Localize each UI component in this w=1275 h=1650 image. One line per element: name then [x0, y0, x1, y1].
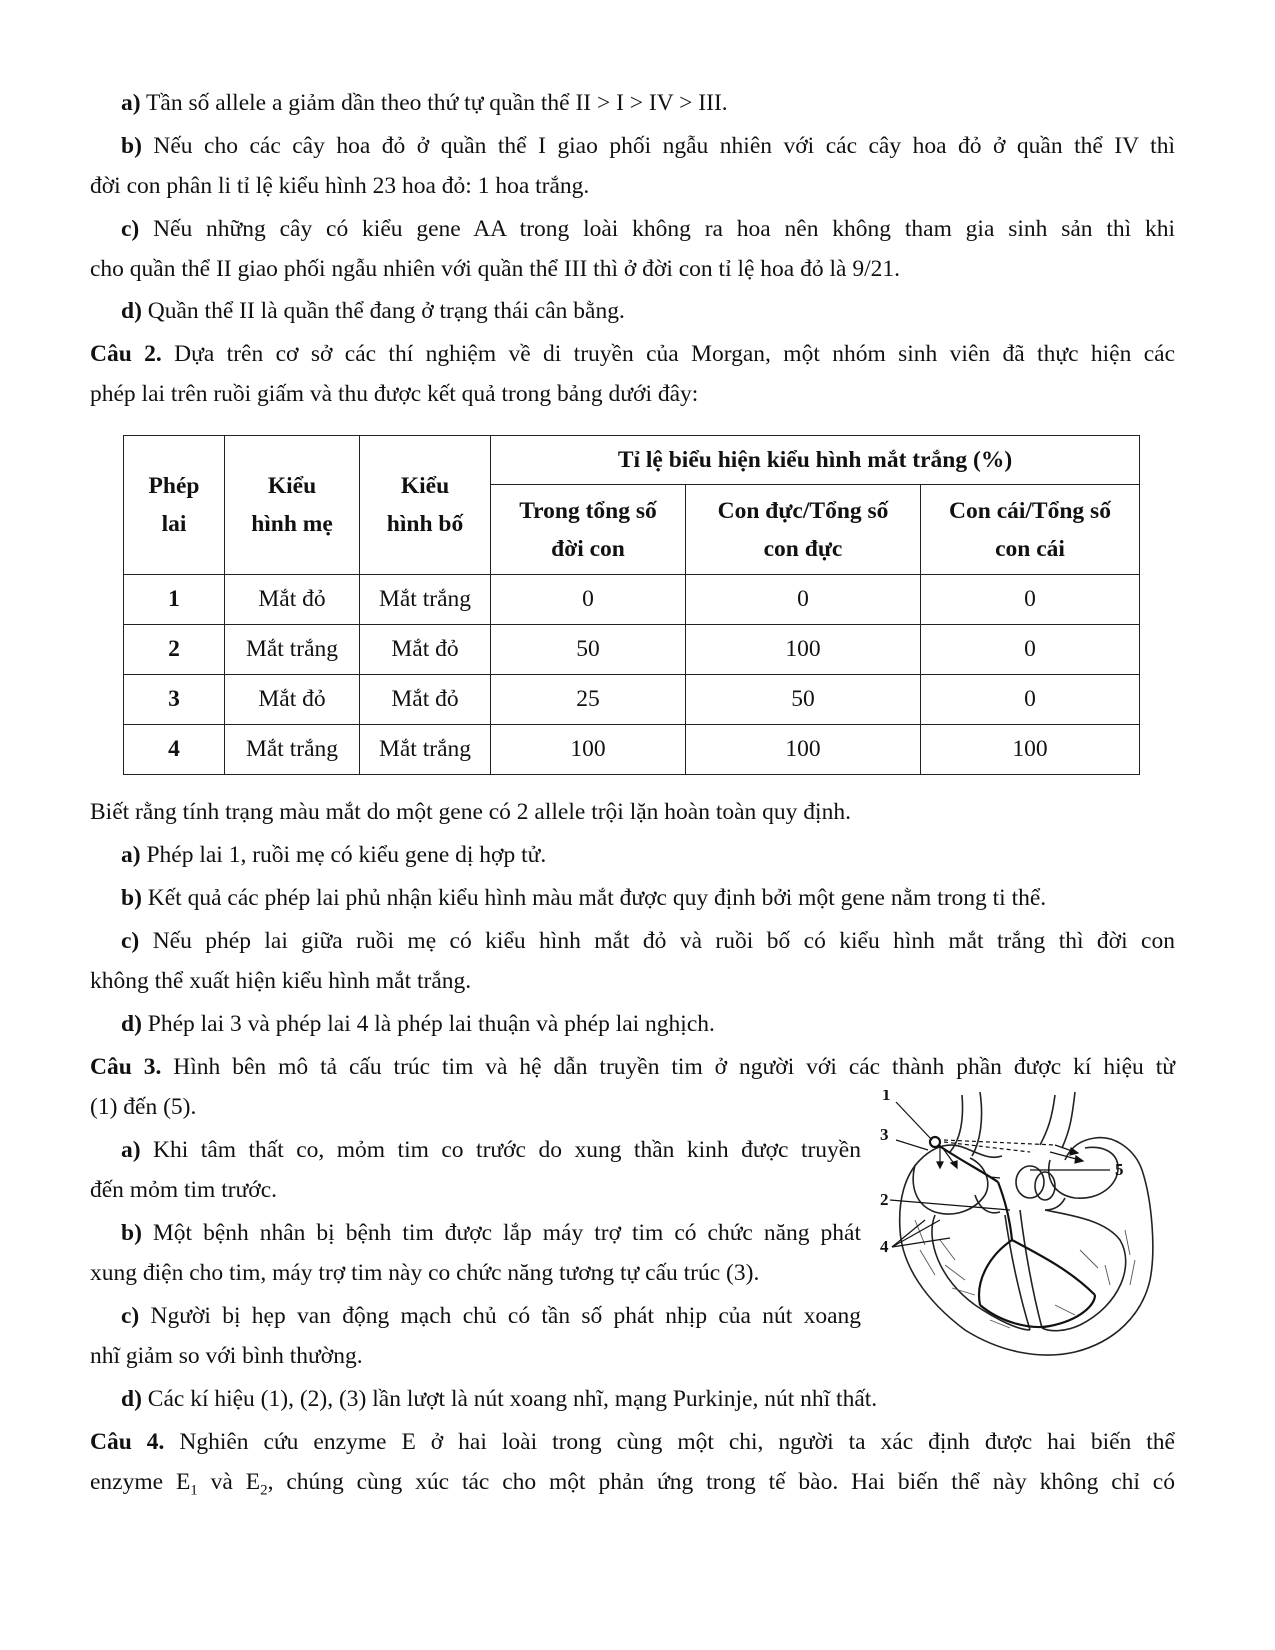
q2-option-b: b) Kết quả các phép lai phủ nhận kiểu hình màu mắt được quy định bởi một gene nằm trong ti thể. — [121, 885, 1047, 911]
q3-intro: Câu 3. Hình bên mô tả cấu trúc tim và hệ dẫn truyền tim ở người với các thành phần được kí hiệu từ — [90, 1054, 1175, 1080]
q1-option-d: d) Quần thể II là quần thể đang ở trạng thái cân bằng. — [121, 298, 625, 324]
figure-label-3: 3 — [880, 1125, 889, 1144]
header-mother: Kiểu hình mẹ — [225, 436, 360, 575]
cell-father: Mắt đỏ — [360, 625, 491, 675]
q3-option-a: a) Khi tâm thất co, mỏm tim co trước do xung thần kinh được truyền — [121, 1137, 861, 1163]
cell-female: 0 — [921, 575, 1140, 625]
cell-female: 0 — [921, 625, 1140, 675]
figure-label-5: 5 — [1115, 1160, 1124, 1179]
cell-male: 0 — [686, 575, 921, 625]
q2-note: Biết rằng tính trạng màu mắt do một gene có 2 allele trội lặn hoàn toàn quy định. — [90, 799, 851, 825]
cell-father: Mắt trắng — [360, 725, 491, 775]
q4-intro-cont: enzyme $E_1$ và $E_2$, chúng cùng xúc tác cho một phản ứng trong tế bào. Hai biến thể này không chỉ có — [90, 1469, 1175, 1499]
cell-total: 50 — [491, 625, 686, 675]
header-total: Trong tổng số đời con — [491, 485, 686, 575]
cell-cross: 1 — [124, 575, 225, 625]
q1-option-c-cont: cho quần thể II giao phối ngẫu nhiên với quần thể III thì ở đời con tỉ lệ hoa đỏ là 9/21. — [90, 256, 900, 282]
cell-total: 25 — [491, 675, 686, 725]
table-row — [124, 625, 1140, 675]
cell-total: 100 — [491, 725, 686, 775]
q2-intro: Câu 2. Dựa trên cơ sở các thí nghiệm về di truyền của Morgan, một nhóm sinh viên đã thực hiện các — [90, 341, 1175, 367]
cell-mother: Mắt đỏ — [225, 675, 360, 725]
q2-option-c-cont: không thể xuất hiện kiểu hình mắt trắng. — [90, 968, 472, 994]
q2-option-a: a) Phép lai 1, ruồi mẹ có kiểu gene dị hợp tử. — [121, 842, 547, 868]
table-row — [124, 575, 1140, 625]
cell-mother: Mắt trắng — [225, 625, 360, 675]
header-male: Con đực/Tổng số con đực — [686, 485, 921, 575]
label-leaders — [890, 1102, 1110, 1247]
q1-option-a: a) Tần số allele a giảm dần theo thứ tự quần thể II > I > IV > III. — [121, 90, 728, 116]
q3-option-c-cont: nhĩ giảm so với bình thường. — [90, 1343, 363, 1369]
q2-option-d: d) Phép lai 3 và phép lai 4 là phép lai thuận và phép lai nghịch. — [121, 1011, 715, 1037]
q3-option-c: c) Người bị hẹp van động mạch chủ có tần số phát nhịp của nút xoang — [121, 1303, 861, 1329]
table-row — [124, 725, 1140, 775]
figure-label-2: 2 — [880, 1190, 889, 1209]
heart-outline — [900, 1092, 1153, 1355]
figure-label-4: 4 — [880, 1237, 889, 1256]
header-white-eye-ratio: Tỉ lệ biểu hiện kiểu hình mắt trắng (%) — [491, 436, 1140, 485]
q3-option-d: d) Các kí hiệu (1), (2), (3) lần lượt là nút xoang nhĩ, mạng Purkinje, nút nhĩ thất. — [121, 1386, 878, 1412]
q2-intro-cont: phép lai trên ruồi giấm và thu được kết quả trong bảng dưới đây: — [90, 381, 699, 407]
header-female: Con cái/Tổng số con cái — [921, 485, 1140, 575]
cell-cross: 2 — [124, 625, 225, 675]
cell-cross: 3 — [124, 675, 225, 725]
header-cross: Phép lai — [124, 436, 225, 575]
q3-option-a-cont: đến mỏm tim trước. — [90, 1177, 278, 1203]
table-row — [124, 675, 1140, 725]
cell-male: 100 — [686, 625, 921, 675]
q3-intro-cont: (1) đến (5). — [90, 1094, 197, 1120]
heart-conduction-diagram — [880, 1090, 1170, 1365]
q1-option-b: b) Nếu cho các cây hoa đỏ ở quần thể I giao phối ngẫu nhiên với các cây hoa đỏ ở quần thể IV thì — [121, 133, 1175, 159]
impulse-arrows — [937, 1140, 1083, 1168]
cell-male: 50 — [686, 675, 921, 725]
cell-cross: 4 — [124, 725, 225, 775]
q3-option-b-cont: xung điện cho tim, máy trợ tim này co chức năng tương tự cấu trúc (3). — [90, 1260, 760, 1286]
cell-mother: Mắt đỏ — [225, 575, 360, 625]
cell-female: 100 — [921, 725, 1140, 775]
q4-intro: Câu 4. Nghiên cứu enzyme E ở hai loài trong cùng một chi, người ta xác định được hai biến thể — [90, 1429, 1175, 1455]
cell-total: 0 — [491, 575, 686, 625]
header-father: Kiểu hình bố — [360, 436, 491, 575]
cell-father: Mắt đỏ — [360, 675, 491, 725]
q1-option-b-cont: đời con phân li tỉ lệ kiểu hình 23 hoa đỏ: 1 hoa trắng. — [90, 173, 590, 199]
cross-results-table — [123, 435, 1140, 775]
figure-label-1: 1 — [882, 1090, 891, 1104]
q1-option-c: c) Nếu những cây có kiểu gene AA trong loài không ra hoa nên không tham gia sinh sản thì khi — [121, 216, 1175, 242]
cell-female: 0 — [921, 675, 1140, 725]
cell-father: Mắt trắng — [360, 575, 491, 625]
q3-option-b: b) Một bệnh nhân bị bệnh tim được lắp máy trợ tim có chức năng phát — [121, 1220, 861, 1246]
cell-male: 100 — [686, 725, 921, 775]
cell-mother: Mắt trắng — [225, 725, 360, 775]
q2-option-c: c) Nếu phép lai giữa ruồi mẹ có kiểu hình mắt đỏ và ruồi bố có kiểu hình mắt trắng thì đời con — [121, 928, 1175, 954]
